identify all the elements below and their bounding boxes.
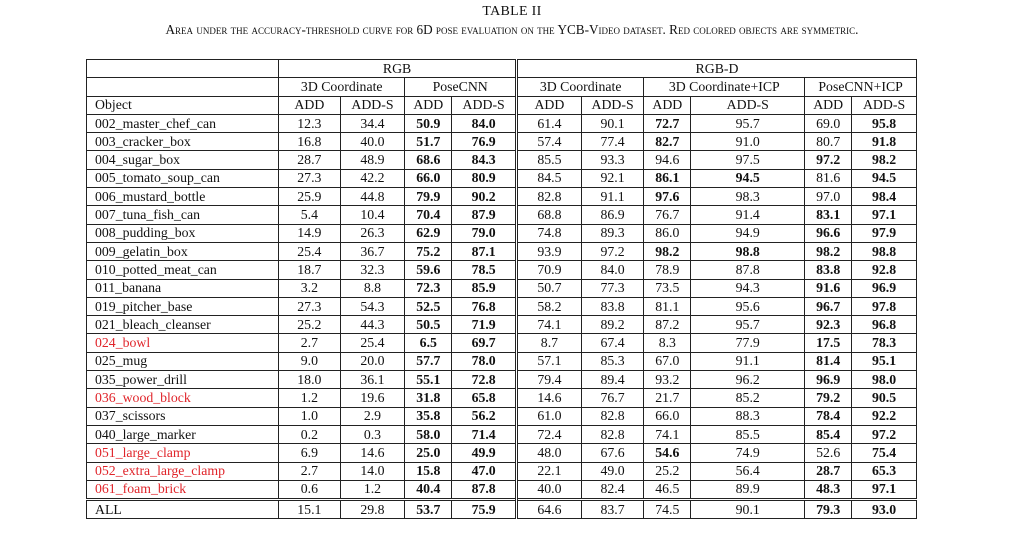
object-name: 035_power_drill <box>87 371 279 389</box>
results-table <box>86 59 917 519</box>
value-cell: 40.4 <box>405 480 452 499</box>
table-row <box>87 480 917 499</box>
value-cell: 58.0 <box>405 425 452 443</box>
value-cell: 83.8 <box>581 297 644 315</box>
value-cell: 42.2 <box>340 169 405 187</box>
value-cell: 65.8 <box>452 389 517 407</box>
object-name: 008_pudding_box <box>87 224 279 242</box>
rgbd-group-header: RGB-D <box>517 60 917 78</box>
value-cell: 86.0 <box>644 224 691 242</box>
table-row <box>87 133 917 151</box>
value-cell: 97.1 <box>852 206 917 224</box>
table-caption: Area under the accuracy-threshold curve for 6D pose evaluation on the YCB-Video dataset. Red colored objects are symmetric. <box>165 22 859 37</box>
value-cell: 76.7 <box>644 206 691 224</box>
value-cell: 0.3 <box>340 425 405 443</box>
value-cell: 94.5 <box>691 169 805 187</box>
value-cell: 67.4 <box>581 334 644 352</box>
value-cell: 97.8 <box>852 297 917 315</box>
value-cell: 76.9 <box>452 133 517 151</box>
value-cell: 84.0 <box>581 261 644 279</box>
value-cell: 61.0 <box>517 407 582 425</box>
value-cell: 6.9 <box>279 444 340 462</box>
empty-header-cell <box>87 78 279 96</box>
value-cell: 32.3 <box>340 261 405 279</box>
rgb-group-header: RGB <box>279 60 517 78</box>
value-cell: 14.9 <box>279 224 340 242</box>
value-cell: 88.3 <box>691 407 805 425</box>
value-cell: 85.3 <box>581 352 644 370</box>
value-cell: 94.3 <box>691 279 805 297</box>
object-name: 007_tuna_fish_can <box>87 206 279 224</box>
value-cell: 52.5 <box>405 297 452 315</box>
value-cell: 25.0 <box>405 444 452 462</box>
table-title: TABLE II <box>482 4 542 19</box>
value-cell: 49.0 <box>581 462 644 480</box>
value-cell: 95.8 <box>852 114 917 132</box>
value-cell: 0.6 <box>279 480 340 499</box>
value-cell: 85.5 <box>691 425 805 443</box>
value-cell: 84.5 <box>517 169 582 187</box>
value-cell: 72.4 <box>517 425 582 443</box>
table-row <box>87 206 917 224</box>
table-row <box>87 407 917 425</box>
value-cell: 87.2 <box>644 316 691 334</box>
value-cell: 81.1 <box>644 297 691 315</box>
object-name: 004_sugar_box <box>87 151 279 169</box>
value-cell: 12.3 <box>279 114 340 132</box>
value-cell: 34.4 <box>340 114 405 132</box>
value-cell: 50.5 <box>405 316 452 334</box>
value-cell: 98.2 <box>805 242 852 260</box>
value-cell: 84.0 <box>452 114 517 132</box>
value-cell: 98.0 <box>852 371 917 389</box>
value-cell: 74.1 <box>644 425 691 443</box>
value-cell: 96.6 <box>805 224 852 242</box>
value-cell: 67.6 <box>581 444 644 462</box>
value-cell: 57.1 <box>517 352 582 370</box>
value-cell: 93.0 <box>852 500 917 519</box>
value-cell: 78.3 <box>852 334 917 352</box>
value-cell: 75.2 <box>405 242 452 260</box>
value-cell: 82.8 <box>581 407 644 425</box>
value-cell: 9.0 <box>279 352 340 370</box>
value-cell: 72.7 <box>644 114 691 132</box>
table-row <box>87 444 917 462</box>
value-cell: 82.8 <box>517 188 582 206</box>
value-cell: 76.7 <box>581 389 644 407</box>
value-cell: 96.9 <box>805 371 852 389</box>
method-header: 3D Coordinate <box>279 78 405 96</box>
value-cell: 87.1 <box>452 242 517 260</box>
value-cell: 36.1 <box>340 371 405 389</box>
value-cell: 61.4 <box>517 114 582 132</box>
value-cell: 89.3 <box>581 224 644 242</box>
table-row <box>87 242 917 260</box>
value-cell: 77.9 <box>691 334 805 352</box>
value-cell: 78.4 <box>805 407 852 425</box>
value-cell: 27.3 <box>279 297 340 315</box>
value-cell: 94.6 <box>644 151 691 169</box>
value-cell: 85.2 <box>691 389 805 407</box>
value-cell: 93.9 <box>517 242 582 260</box>
value-cell: 73.5 <box>644 279 691 297</box>
value-cell: 6.5 <box>405 334 452 352</box>
method-header: 3D Coordinate+ICP <box>644 78 805 96</box>
value-cell: 48.0 <box>517 444 582 462</box>
value-cell: 21.7 <box>644 389 691 407</box>
value-cell: 8.3 <box>644 334 691 352</box>
table-row <box>87 352 917 370</box>
value-cell: 89.2 <box>581 316 644 334</box>
value-cell: 25.9 <box>279 188 340 206</box>
table-row <box>87 151 917 169</box>
value-cell: 78.0 <box>452 352 517 370</box>
value-cell: 83.1 <box>805 206 852 224</box>
value-cell: 49.9 <box>452 444 517 462</box>
value-cell: 86.1 <box>644 169 691 187</box>
value-cell: 74.8 <box>517 224 582 242</box>
table-row <box>87 297 917 315</box>
value-cell: 91.0 <box>691 133 805 151</box>
value-cell: 93.3 <box>581 151 644 169</box>
value-cell: 97.5 <box>691 151 805 169</box>
value-cell: 94.5 <box>852 169 917 187</box>
value-cell: 71.9 <box>452 316 517 334</box>
value-cell: 66.0 <box>644 407 691 425</box>
value-cell: 97.0 <box>805 188 852 206</box>
value-cell: 25.4 <box>340 334 405 352</box>
value-cell: 82.7 <box>644 133 691 151</box>
object-name: 019_pitcher_base <box>87 297 279 315</box>
value-cell: 75.9 <box>452 500 517 519</box>
value-cell: 50.7 <box>517 279 582 297</box>
value-cell: 98.3 <box>691 188 805 206</box>
value-cell: 16.8 <box>279 133 340 151</box>
table-row <box>87 188 917 206</box>
value-cell: 70.9 <box>517 261 582 279</box>
value-cell: 89.4 <box>581 371 644 389</box>
value-cell: 20.0 <box>340 352 405 370</box>
value-cell: 97.9 <box>852 224 917 242</box>
value-cell: 29.8 <box>340 500 405 519</box>
value-cell: 75.4 <box>852 444 917 462</box>
value-cell: 25.2 <box>644 462 691 480</box>
metric-header: ADD <box>517 96 582 114</box>
group-header-row <box>87 60 917 78</box>
object-name: 006_mustard_bottle <box>87 188 279 206</box>
value-cell: 91.8 <box>852 133 917 151</box>
value-cell: 97.2 <box>852 425 917 443</box>
value-cell: 74.9 <box>691 444 805 462</box>
value-cell: 80.9 <box>452 169 517 187</box>
value-cell: 67.0 <box>644 352 691 370</box>
value-cell: 72.8 <box>452 371 517 389</box>
table-row <box>87 462 917 480</box>
empty-header-cell <box>87 60 279 78</box>
value-cell: 98.4 <box>852 188 917 206</box>
value-cell: 15.8 <box>405 462 452 480</box>
value-cell: 40.0 <box>517 480 582 499</box>
value-cell: 80.7 <box>805 133 852 151</box>
value-cell: 52.6 <box>805 444 852 462</box>
value-cell: 2.7 <box>279 334 340 352</box>
object-name-symmetric: 036_wood_block <box>87 389 279 407</box>
table-row <box>87 169 917 187</box>
value-cell: 92.1 <box>581 169 644 187</box>
object-name: 037_scissors <box>87 407 279 425</box>
value-cell: 71.4 <box>452 425 517 443</box>
value-cell: 62.9 <box>405 224 452 242</box>
value-cell: 44.3 <box>340 316 405 334</box>
value-cell: 90.1 <box>581 114 644 132</box>
table-row <box>87 389 917 407</box>
object-name-symmetric: 052_extra_large_clamp <box>87 462 279 480</box>
value-cell: 97.6 <box>644 188 691 206</box>
value-cell: 83.8 <box>805 261 852 279</box>
value-cell: 3.2 <box>279 279 340 297</box>
value-cell: 57.7 <box>405 352 452 370</box>
object-name: 010_potted_meat_can <box>87 261 279 279</box>
value-cell: 28.7 <box>279 151 340 169</box>
table-row <box>87 261 917 279</box>
value-cell: 28.7 <box>805 462 852 480</box>
value-cell: 27.3 <box>279 169 340 187</box>
value-cell: 69.0 <box>805 114 852 132</box>
value-cell: 89.9 <box>691 480 805 499</box>
value-cell: 85.9 <box>452 279 517 297</box>
value-cell: 8.8 <box>340 279 405 297</box>
value-cell: 98.2 <box>852 151 917 169</box>
value-cell: 91.4 <box>691 206 805 224</box>
value-cell: 96.7 <box>805 297 852 315</box>
object-name-symmetric: 024_bowl <box>87 334 279 352</box>
metric-header: ADD <box>805 96 852 114</box>
method-header: 3D Coordinate <box>517 78 644 96</box>
value-cell: 98.8 <box>691 242 805 260</box>
value-cell: 69.7 <box>452 334 517 352</box>
value-cell: 98.8 <box>852 242 917 260</box>
value-cell: 40.0 <box>340 133 405 151</box>
value-cell: 14.6 <box>517 389 582 407</box>
value-cell: 36.7 <box>340 242 405 260</box>
value-cell: 87.8 <box>691 261 805 279</box>
value-cell: 91.1 <box>691 352 805 370</box>
value-cell: 14.6 <box>340 444 405 462</box>
table-row <box>87 316 917 334</box>
value-cell: 85.4 <box>805 425 852 443</box>
value-cell: 46.5 <box>644 480 691 499</box>
value-cell: 47.0 <box>452 462 517 480</box>
value-cell: 90.2 <box>452 188 517 206</box>
value-cell: 78.5 <box>452 261 517 279</box>
value-cell: 64.6 <box>517 500 582 519</box>
value-cell: 10.4 <box>340 206 405 224</box>
object-name: 003_cracker_box <box>87 133 279 151</box>
value-cell: 48.3 <box>805 480 852 499</box>
value-cell: 54.3 <box>340 297 405 315</box>
metric-header: ADD <box>405 96 452 114</box>
value-cell: 81.6 <box>805 169 852 187</box>
table-row <box>87 334 917 352</box>
value-cell: 56.4 <box>691 462 805 480</box>
object-name: 011_banana <box>87 279 279 297</box>
value-cell: 8.7 <box>517 334 582 352</box>
object-name: 021_bleach_cleanser <box>87 316 279 334</box>
value-cell: 17.5 <box>805 334 852 352</box>
value-cell: 77.3 <box>581 279 644 297</box>
value-cell: 86.9 <box>581 206 644 224</box>
summary-row <box>87 500 917 519</box>
value-cell: 56.2 <box>452 407 517 425</box>
value-cell: 19.6 <box>340 389 405 407</box>
value-cell: 78.9 <box>644 261 691 279</box>
value-cell: 90.1 <box>691 500 805 519</box>
object-name: 005_tomato_soup_can <box>87 169 279 187</box>
object-name-symmetric: 051_large_clamp <box>87 444 279 462</box>
value-cell: 66.0 <box>405 169 452 187</box>
value-cell: 76.8 <box>452 297 517 315</box>
value-cell: 5.4 <box>279 206 340 224</box>
value-cell: 97.1 <box>852 480 917 499</box>
value-cell: 79.4 <box>517 371 582 389</box>
value-cell: 90.5 <box>852 389 917 407</box>
value-cell: 95.6 <box>691 297 805 315</box>
value-cell: 58.2 <box>517 297 582 315</box>
value-cell: 1.2 <box>279 389 340 407</box>
value-cell: 97.2 <box>581 242 644 260</box>
value-cell: 79.3 <box>805 500 852 519</box>
value-cell: 51.7 <box>405 133 452 151</box>
metric-header: ADD-S <box>581 96 644 114</box>
value-cell: 95.1 <box>852 352 917 370</box>
value-cell: 92.8 <box>852 261 917 279</box>
summary-label: ALL <box>87 500 279 519</box>
value-cell: 96.8 <box>852 316 917 334</box>
value-cell: 1.2 <box>340 480 405 499</box>
value-cell: 97.2 <box>805 151 852 169</box>
value-cell: 84.3 <box>452 151 517 169</box>
value-cell: 92.3 <box>805 316 852 334</box>
value-cell: 94.9 <box>691 224 805 242</box>
value-cell: 25.2 <box>279 316 340 334</box>
method-header-row <box>87 78 917 96</box>
value-cell: 82.4 <box>581 480 644 499</box>
value-cell: 91.6 <box>805 279 852 297</box>
object-name: 025_mug <box>87 352 279 370</box>
value-cell: 55.1 <box>405 371 452 389</box>
value-cell: 98.2 <box>644 242 691 260</box>
metric-header-row <box>87 96 917 114</box>
object-name: 040_large_marker <box>87 425 279 443</box>
object-column-header: Object <box>87 96 279 114</box>
value-cell: 59.6 <box>405 261 452 279</box>
value-cell: 50.9 <box>405 114 452 132</box>
value-cell: 18.0 <box>279 371 340 389</box>
value-cell: 68.6 <box>405 151 452 169</box>
method-header: PoseCNN+ICP <box>805 78 917 96</box>
value-cell: 77.4 <box>581 133 644 151</box>
value-cell: 25.4 <box>279 242 340 260</box>
value-cell: 48.9 <box>340 151 405 169</box>
value-cell: 22.1 <box>517 462 582 480</box>
value-cell: 87.9 <box>452 206 517 224</box>
value-cell: 79.9 <box>405 188 452 206</box>
value-cell: 96.9 <box>852 279 917 297</box>
metric-header: ADD <box>644 96 691 114</box>
value-cell: 2.7 <box>279 462 340 480</box>
value-cell: 70.4 <box>405 206 452 224</box>
table-row <box>87 371 917 389</box>
value-cell: 57.4 <box>517 133 582 151</box>
value-cell: 96.2 <box>691 371 805 389</box>
table-row <box>87 224 917 242</box>
value-cell: 74.5 <box>644 500 691 519</box>
value-cell: 44.8 <box>340 188 405 206</box>
metric-header: ADD-S <box>691 96 805 114</box>
value-cell: 74.1 <box>517 316 582 334</box>
value-cell: 2.9 <box>340 407 405 425</box>
value-cell: 68.8 <box>517 206 582 224</box>
value-cell: 79.2 <box>805 389 852 407</box>
value-cell: 93.2 <box>644 371 691 389</box>
metric-header: ADD <box>279 96 340 114</box>
value-cell: 18.7 <box>279 261 340 279</box>
object-name: 002_master_chef_can <box>87 114 279 132</box>
metric-header: ADD-S <box>340 96 405 114</box>
value-cell: 54.6 <box>644 444 691 462</box>
metric-header: ADD-S <box>852 96 917 114</box>
object-name-symmetric: 061_foam_brick <box>87 480 279 499</box>
value-cell: 65.3 <box>852 462 917 480</box>
value-cell: 92.2 <box>852 407 917 425</box>
value-cell: 15.1 <box>279 500 340 519</box>
object-name: 009_gelatin_box <box>87 242 279 260</box>
value-cell: 95.7 <box>691 114 805 132</box>
value-cell: 1.0 <box>279 407 340 425</box>
method-header: PoseCNN <box>405 78 517 96</box>
value-cell: 83.7 <box>581 500 644 519</box>
metric-header: ADD-S <box>452 96 517 114</box>
value-cell: 26.3 <box>340 224 405 242</box>
value-cell: 81.4 <box>805 352 852 370</box>
value-cell: 72.3 <box>405 279 452 297</box>
value-cell: 87.8 <box>452 480 517 499</box>
table-row <box>87 425 917 443</box>
value-cell: 91.1 <box>581 188 644 206</box>
value-cell: 0.2 <box>279 425 340 443</box>
value-cell: 82.8 <box>581 425 644 443</box>
table-row <box>87 279 917 297</box>
table-row <box>87 114 917 132</box>
value-cell: 31.8 <box>405 389 452 407</box>
value-cell: 35.8 <box>405 407 452 425</box>
value-cell: 53.7 <box>405 500 452 519</box>
value-cell: 85.5 <box>517 151 582 169</box>
value-cell: 79.0 <box>452 224 517 242</box>
value-cell: 14.0 <box>340 462 405 480</box>
value-cell: 95.7 <box>691 316 805 334</box>
